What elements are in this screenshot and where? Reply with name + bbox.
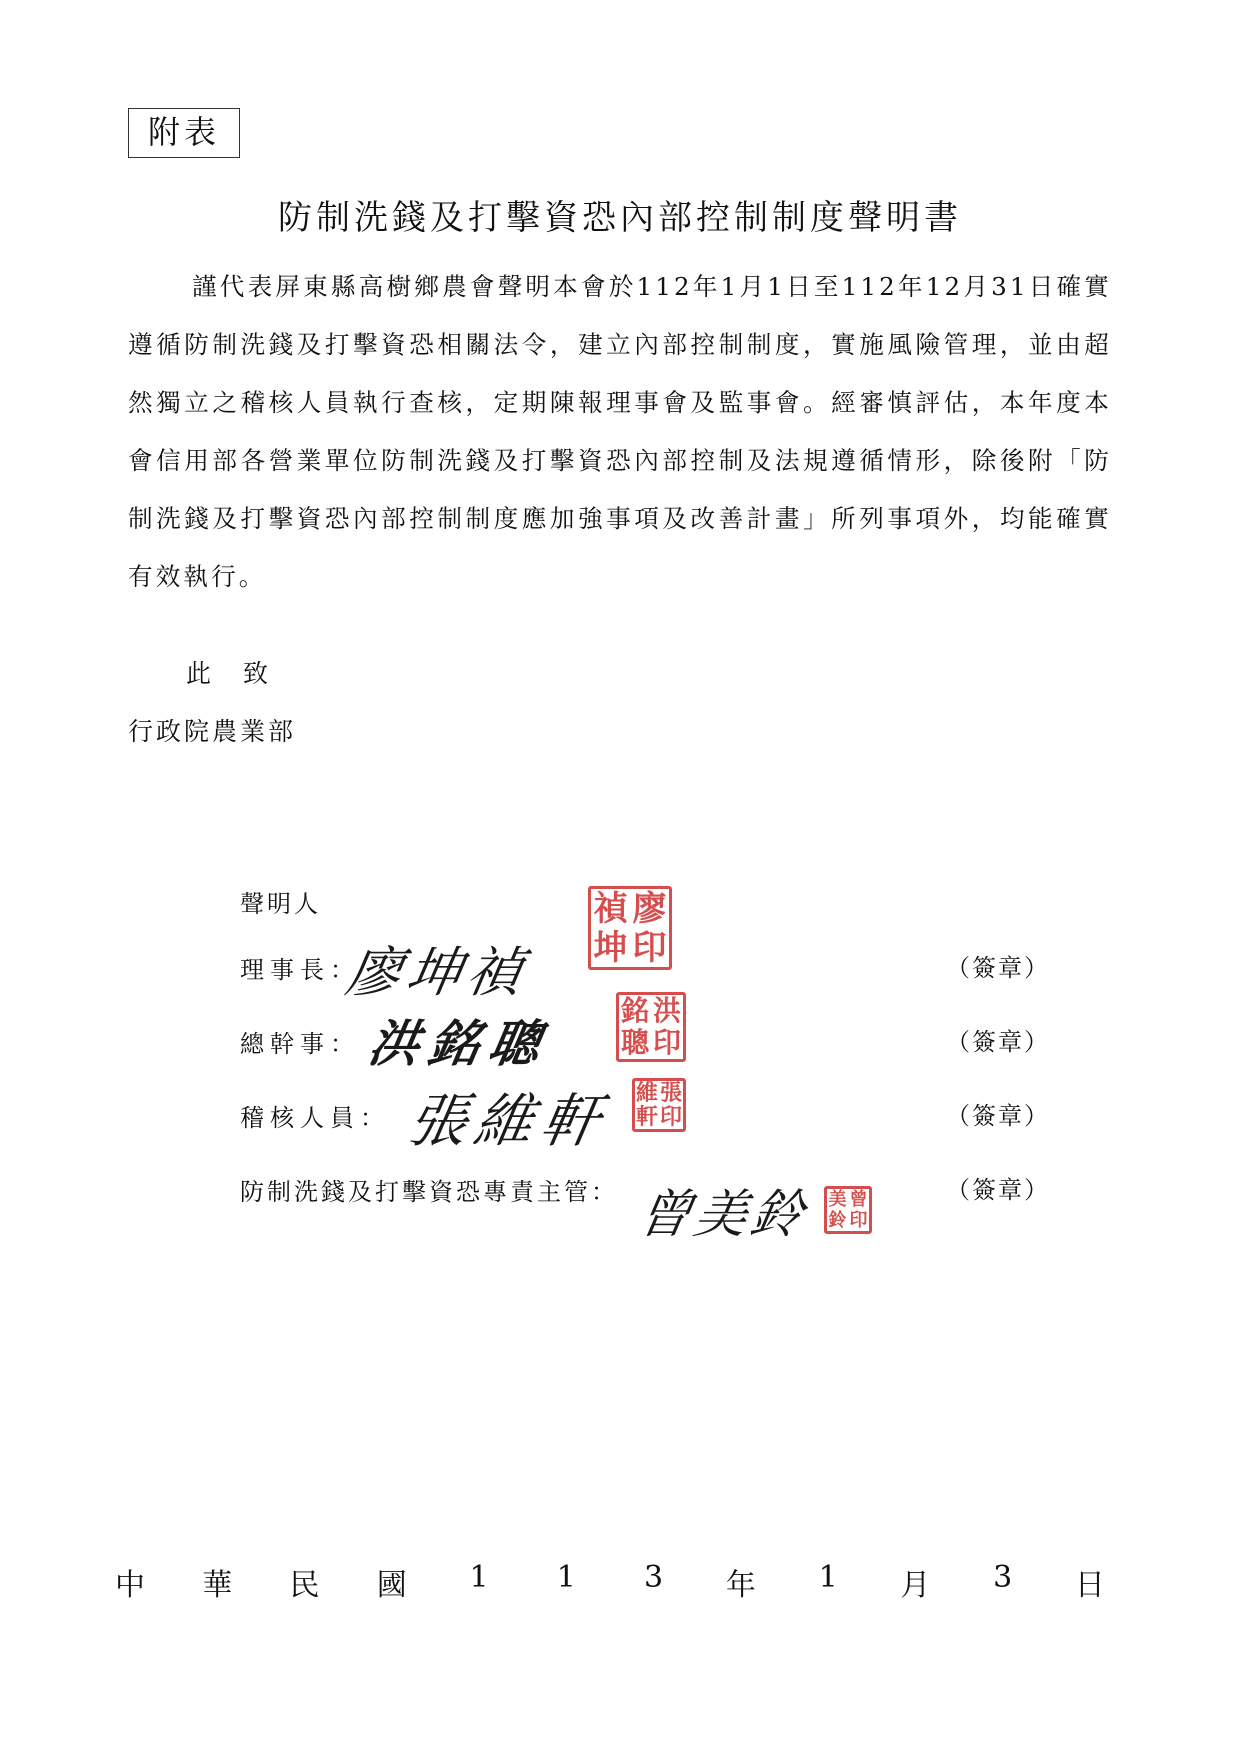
date-char: 華 [202,1568,233,1603]
red-seal-stamp: 維 張 軒 印 [632,1078,686,1132]
signature-mark: （簽章） [946,1028,1050,1056]
handwritten-signature: 張維軒 [403,1087,614,1155]
signatory-general-manager [240,994,1060,1074]
date-char: 年 [725,1568,756,1603]
red-seal-stamp: 銘 洪 聰 印 [616,992,686,1062]
date-char: 3 [993,1560,1013,1595]
date-char: 1 [469,1560,489,1595]
signature-mark: （簽章） [946,954,1050,982]
attachment-label: 附表 [128,108,240,158]
signatory-label: 稽核人員： [240,1104,390,1132]
signature-mark: （簽章） [946,1102,1050,1130]
recipient: 行政院農業部 [128,717,297,746]
date-char: 日 [1074,1568,1105,1603]
date-char: 中 [115,1568,145,1603]
red-seal-stamp: 美 曾 鈴 印 [824,1186,872,1234]
signatory-auditor [240,1080,1060,1155]
date-char: 1 [556,1560,576,1595]
declaration-body: 謹代表屏東縣高樹鄉農會聲明本會於112年1月1日至112年12月31日確實遵循防制洗錢及打擊資恐相關法令，建立內部控制制度，實施風險管理，並由超然獨立之稽核人員執行查核，定期陳報理事會及監事會。經審慎評估，本年度本會信用部各營業單位防制洗錢及打擊資恐內部控制及法規遵循情形，除後附「防制洗錢及打擊資恐內部控制制度應加強事項及改善計畫」所列事項外，均能確實有效執行。 [128,272,1112,591]
signatory-label: 防制洗錢及打擊資恐專責主管： [240,1178,618,1206]
handwritten-signature: 廖坤禎 [341,941,533,1004]
red-seal-stamp: 禎 廖 坤 印 [588,886,672,970]
date-char: 國 [376,1568,407,1603]
salutation: 此 致 [186,659,280,688]
date-char: 民 [289,1568,320,1603]
signatory-label: 總幹事： [240,1030,360,1058]
signature-mark: （簽章） [946,1176,1050,1204]
handwritten-signature: 洪銘聰 [364,1014,555,1073]
date-char: 3 [644,1560,664,1595]
date-char: 月 [900,1568,931,1603]
signatory-label: 理事長： [240,956,360,984]
document-date [110,1560,1110,1610]
document-title: 防制洗錢及打擊資恐內部控制制度聲明書 [278,198,962,238]
date-char: 1 [818,1560,838,1595]
signatory-aml-officer [240,1162,1060,1245]
handwritten-signature: 曾美鈴 [633,1185,813,1245]
declarant-label: 聲明人 [240,890,321,918]
